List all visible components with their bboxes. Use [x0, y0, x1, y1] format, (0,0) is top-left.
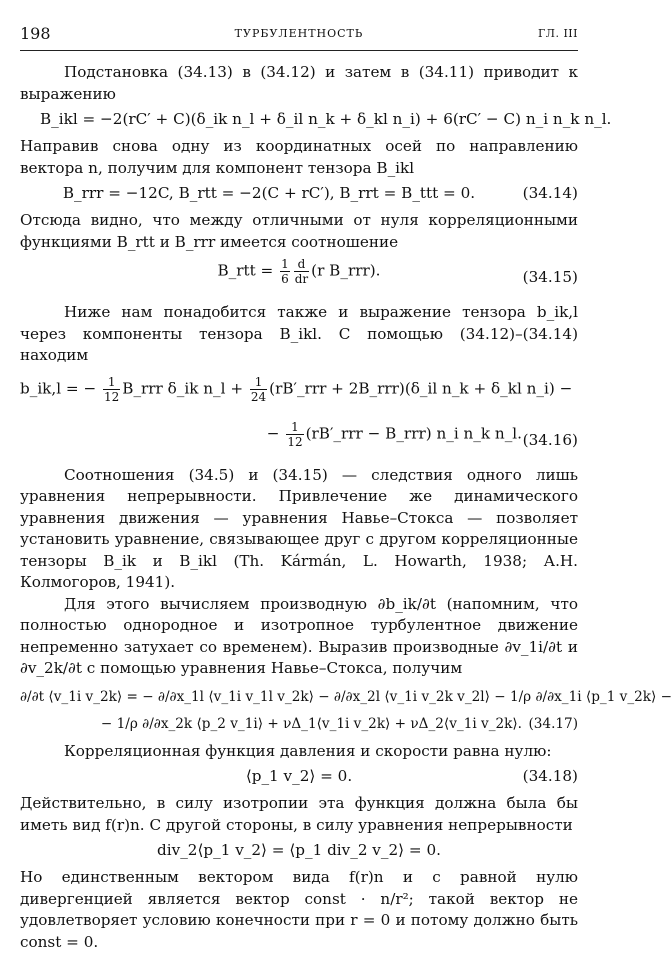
numerator: 1 — [281, 257, 289, 271]
equation-body: ⟨p_1 v_2⟩ = 0. — [245, 767, 353, 785]
equation-34-18 — [20, 766, 578, 788]
denominator: 12 — [287, 434, 303, 449]
paragraph: Для этого вычисляем производную ∂b_ik/∂t (напомним, что полностью однородное и изотропное турбулентное движение непременно затухает со временем). Выразив производные ∂v_1i/∂t и ∂v_2k/∂t с помощью уравнения Навье–Стокса, получим — [20, 594, 578, 677]
fraction — [250, 375, 267, 404]
equation-34-15 — [20, 257, 578, 297]
paragraph: Соотношения (34.5) и (34.15) — следствия одного лишь уравнения непрерывности. Привлечение же динамического уравнения движения — уравнения Навье–Стокса — позволяет установить уравнение, связывающее друг с другом корреляционные тензоры B_ik и B_ikl (Th. Kármán, L. Howarth, 1938; А.Н. Колмогоров, 1941). — [20, 465, 578, 591]
denominator: 24 — [250, 389, 267, 404]
paragraph: Корреляционная функция давления и скорости равна нулю: — [64, 741, 552, 760]
equation-part: − — [266, 424, 285, 442]
equation-part: b_ik,l = − — [20, 379, 101, 397]
equation — [20, 109, 612, 131]
equation-part: (rB′_rrr + 2B_rrr)(δ_il n_k + δ_kl n_i) − — [269, 379, 573, 397]
chapter-label: ГЛ. III — [538, 27, 578, 40]
equation-body: B_rrr = −12C, B_rtt = −2(C + rC′), B_rrt = B_ttt = 0. — [62, 184, 476, 202]
paragraph: Ниже нам понадобится также и выражение тензора b_ik,l через компоненты тензора B_ikl. С помощью (34.12)–(34.14) находим — [20, 303, 578, 364]
paragraph: Действительно, в силу изотропии эта функция должна была бы иметь вид f(r)n. С другой стороны, в силу уравнения непрерывности — [20, 794, 578, 834]
paragraph: Направив снова одну из координатных осей по направлению вектора n, получим для компонент тензора B_ikl — [20, 137, 578, 177]
numerator: 1 — [286, 420, 303, 435]
equation-number: (34.15) — [522, 268, 578, 286]
equation-part: B_rrr δ_ik n_l + — [122, 379, 248, 397]
paragraph: Подстановка (34.13) в (34.12) и затем в (34.11) приводит к выражению — [20, 63, 578, 103]
fraction — [294, 257, 309, 286]
equation-lhs: B_rtt = — [217, 261, 279, 280]
equation-number: (34.16) — [522, 430, 578, 449]
equation-rhs: (r B_rrr). — [311, 261, 381, 280]
equation-34-17-line1 — [20, 687, 672, 709]
paragraph: Отсюда видно, что между отличными от нуля корреляционными функциями B_rtt и B_rrr имеется соотношение — [20, 211, 578, 251]
equation-number: (34.14) — [522, 184, 578, 202]
equation-34-17-line2 — [20, 714, 578, 736]
equation-34-16-line1 — [20, 375, 578, 415]
equation-body: − 1/ρ ∂/∂x_2k ⟨p_2 v_1i⟩ + νΔ_1⟨v_1i v_2k⟩ + νΔ_2⟨v_1i v_2k⟩. — [100, 715, 522, 732]
equation-body — [20, 420, 578, 449]
fraction — [280, 257, 290, 286]
page-body — [20, 62, 672, 953]
equation-body: B_ikl = −2(rC′ + C)(δ_ik n_l + δ_il n_k + δ_kl n_i) + 6(rC′ − C) n_i n_k n_l. — [40, 110, 612, 128]
paragraph: Но единственным вектором вида f(r)n и с равной нулю дивергенцией является вектор const · n/r²; такой вектор не удовлетворяет условию конечности при r = 0 и потому должно быть const = 0. — [20, 868, 578, 951]
equation-number: (34.17) — [528, 715, 578, 732]
page-header — [20, 24, 578, 50]
numerator: 1 — [103, 375, 120, 390]
page-number: 198 — [20, 24, 51, 43]
numerator: 1 — [250, 375, 267, 390]
equation-body — [20, 257, 578, 286]
equation-body — [20, 375, 578, 404]
equation-body: div_2⟨p_1 v_2⟩ = ⟨p_1 div_2 v_2⟩ = 0. — [157, 841, 441, 859]
equation-34-16-line2 — [20, 420, 578, 460]
denominator: dr — [294, 272, 309, 286]
equation-34-14 — [20, 183, 578, 205]
fraction — [103, 375, 120, 404]
equation-div — [20, 840, 578, 862]
header-rule — [20, 50, 578, 51]
equation-number: (34.18) — [522, 767, 578, 785]
fraction — [286, 420, 303, 449]
running-title: ТУРБУЛЕНТНОСТЬ — [234, 27, 364, 40]
equation-part: (rB′_rrr − B_rrr) n_i n_k n_l. — [305, 424, 522, 442]
numerator: d — [294, 257, 309, 272]
equation-body: ∂/∂t ⟨v_1i v_2k⟩ = − ∂/∂x_1l ⟨v_1i v_1l v_2k⟩ − ∂/∂x_2l ⟨v_1i v_2k v_2l⟩ − 1/ρ ∂/∂x_1i ⟨p_1 v_2k⟩ − — [20, 688, 672, 705]
denominator: 6 — [281, 272, 289, 286]
denominator: 12 — [104, 389, 120, 404]
